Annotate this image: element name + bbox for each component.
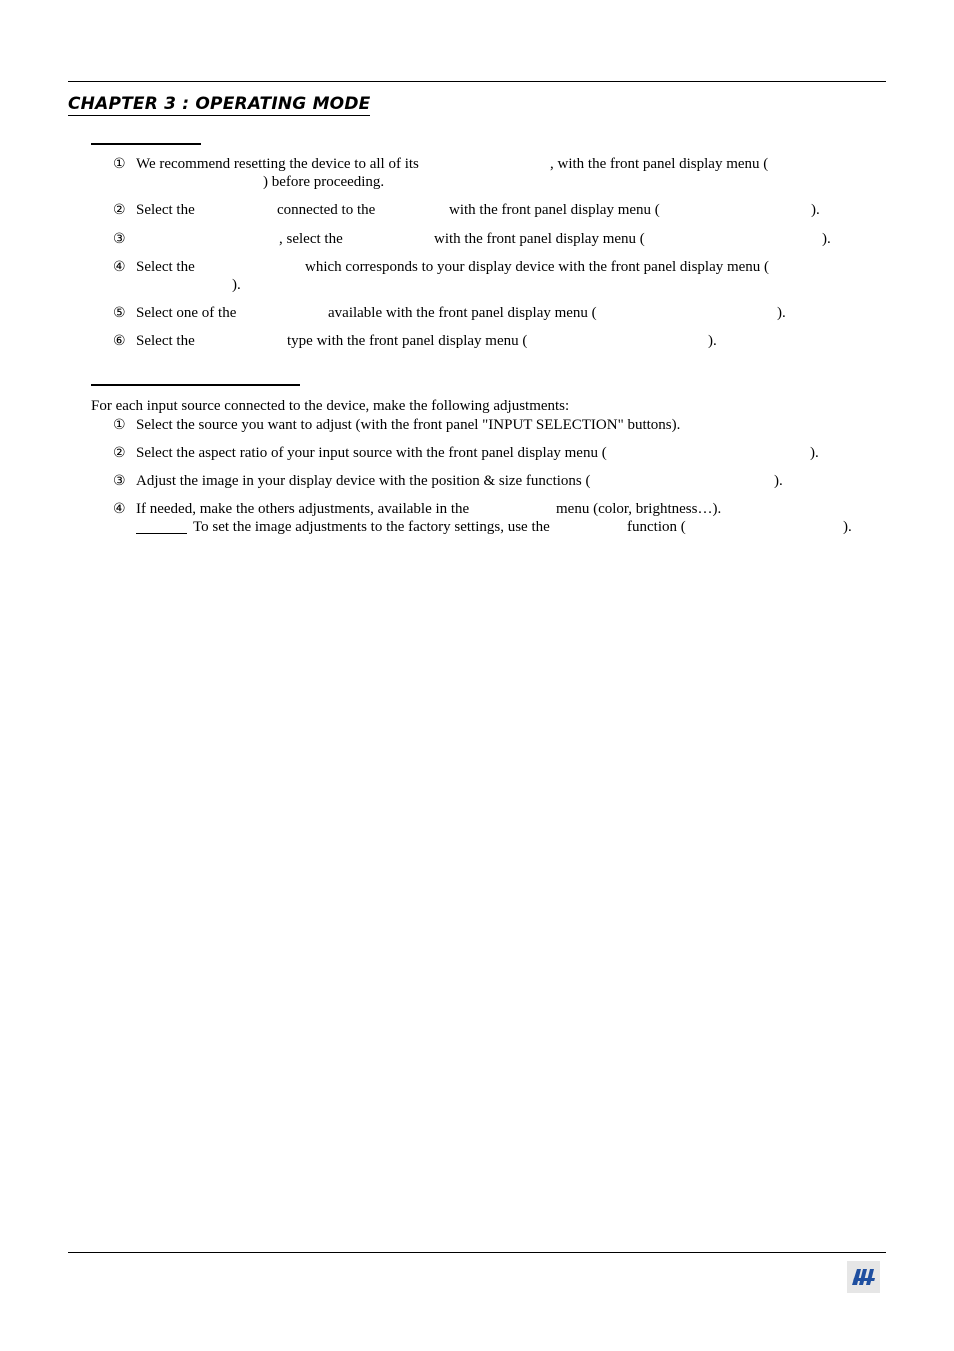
step-text: Select the — [136, 333, 195, 349]
step-text: ). — [822, 231, 831, 247]
footer-rule — [68, 1252, 886, 1253]
note-text: To set the image adjustments to the factory settings, use the — [193, 519, 550, 535]
step-marker: ② — [113, 445, 126, 461]
step-text: Adjust the image in your display device with the position & size functions ( — [136, 473, 591, 489]
header-rule — [68, 81, 886, 82]
chapter-title: CHAPTER 3 : OPERATING MODE — [68, 94, 371, 114]
step-text: Select the — [136, 259, 195, 275]
analog-way-logo-icon — [847, 1261, 880, 1293]
step-marker: ① — [113, 156, 126, 172]
step-text: If needed, make the others adjustments, available in the — [136, 501, 470, 517]
step-text: menu (color, brightness…). — [556, 501, 722, 517]
step-text: Select one of the — [136, 305, 237, 321]
note-label-underline — [136, 533, 187, 534]
step-text: Select the — [136, 202, 195, 218]
step-text: ). — [810, 445, 819, 461]
note-text: ). — [843, 519, 852, 535]
section-2-heading-underline — [91, 384, 300, 386]
logo-mark-icon — [851, 1265, 877, 1289]
step-marker: ③ — [113, 473, 126, 489]
step-marker: ④ — [113, 501, 126, 517]
step-marker: ⑥ — [113, 333, 126, 349]
step-text-continuation: ) before proceeding. — [263, 174, 385, 190]
step-text: with the front panel display menu ( — [434, 231, 645, 247]
step-text: type with the front panel display menu ( — [287, 333, 528, 349]
step-text: which corresponds to your display device with the front panel display menu ( — [305, 259, 770, 275]
step-marker: ① — [113, 417, 126, 433]
step-marker: ③ — [113, 231, 126, 247]
step-marker: ② — [113, 202, 126, 218]
step-text: with the front panel display menu ( — [449, 202, 660, 218]
step-text-continuation: ). — [232, 277, 241, 293]
step-text: Select the source you want to adjust (with the front panel "INPUT SELECTION" buttons). — [136, 417, 681, 433]
step-text: , with the front panel display menu ( — [550, 156, 769, 172]
step-text: ). — [811, 202, 820, 218]
step-marker: ⑤ — [113, 305, 126, 321]
step-marker: ④ — [113, 259, 126, 275]
note-text: function ( — [627, 519, 686, 535]
step-text: , select the — [279, 231, 343, 247]
step-text: connected to the — [277, 202, 376, 218]
step-text: Select the aspect ratio of your input source with the front panel display menu ( — [136, 445, 607, 461]
section-2-intro: For each input source connected to the device, make the following adjustments: — [91, 398, 570, 414]
section-1-heading-underline — [91, 143, 201, 145]
step-text: We recommend resetting the device to all of its — [136, 156, 419, 172]
step-text: ). — [777, 305, 786, 321]
step-text: ). — [774, 473, 783, 489]
step-text: ). — [708, 333, 717, 349]
step-text: available with the front panel display menu ( — [328, 305, 597, 321]
